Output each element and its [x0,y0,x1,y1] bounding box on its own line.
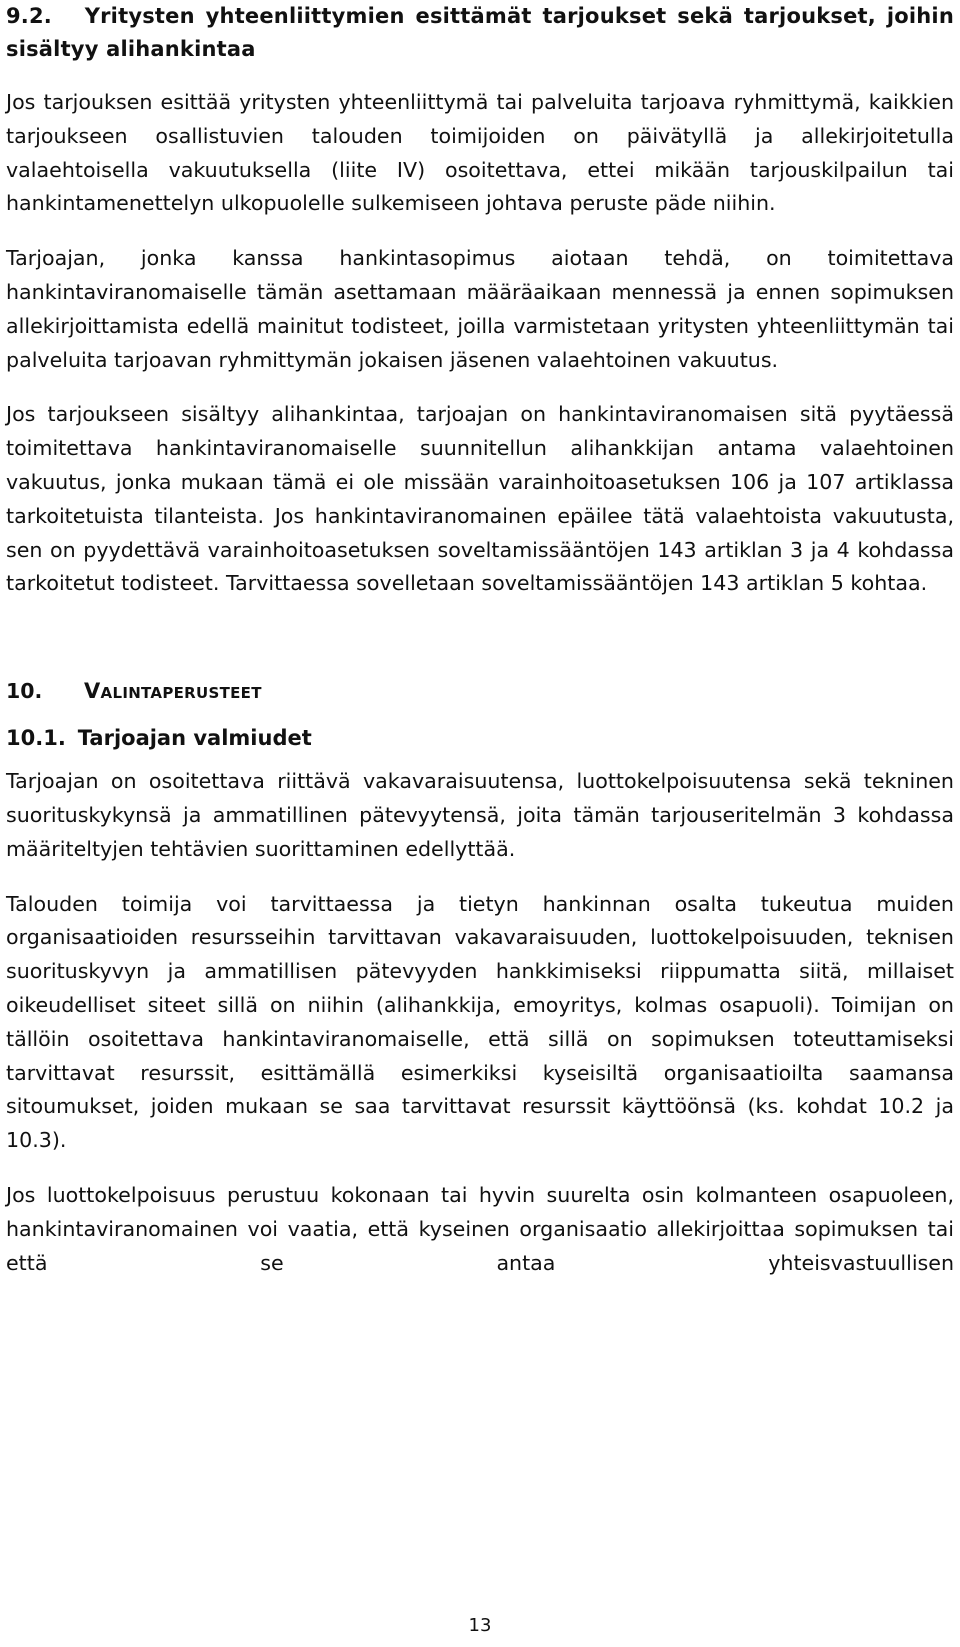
section-number: 10.1. [6,726,66,751]
paragraph: Tarjoajan, jonka kanssa hankintasopimus aiotaan tehdä, on toimitettava hankintaviranomaiselle tämän asettamaan määräaikaan mennessä ja ennen sopimuksen allekirjoittamista edellä mainitut todisteet, joilla varmistetaan yritysten yhteenliittymän tai palveluita tarjoavan ryhmittymän jokaisen jäsenen valaehtoinen vakuutus. [6,246,954,372]
section-title: Valintaperusteet [84,679,262,704]
section-heading-10 [6,675,954,708]
section-number: 9.2. [6,4,52,28]
paragraph: Jos tarjouksen esittää yritysten yhteenliittymä tai palveluita tarjoava ryhmittymä, kaikkien tarjoukseen osallistuvien talouden toimijoiden on päivätyllä ja allekirjoitetulla valaehtoisella vakuutuksella (liite IV) osoitettava, ettei mikään tarjouskilpailun tai hankintamenettelyn ulkopuolelle sulkemiseen johtava peruste päde niihin. [6,90,954,216]
document-page [6,0,954,1280]
section-number: 10. [6,679,43,704]
paragraph: Tarjoajan on osoitettava riittävä vakavaraisuutensa, luottokelpoisuutensa sekä tekninen suorituskykynsä ja ammatillinen pätevyytensä, joita tämän tarjouseritelmän 3 kohdassa määriteltyjen tehtävien suorittaminen edellyttää. [6,769,954,861]
page-number: 13 [468,1615,492,1636]
section-title: Yritysten yhteenliittymien esittämät tarjoukset sekä tarjoukset, joihin sisältyy alihankintaa [6,4,954,61]
paragraph: Jos luottokelpoisuus perustuu kokonaan tai hyvin suurelta osin kolmanteen osapuoleen, hankintaviranomainen voi vaatia, että kyseinen organisaatio allekirjoittaa sopimuksen tai että se antaa yhteisvastuullisen [6,1182,954,1275]
section-title: Tarjoajan valmiudet [77,726,312,751]
paragraph: Talouden toimija voi tarvittaessa ja tietyn hankinnan osalta tukeutua muiden organisaatioiden resursseihin tarvittavan vakavaraisuuden, luottokelpoisuuden, teknisen suorituskyvyn ja ammatillisen pätevyyden hankkimiseksi riippumatta siitä, millaiset oikeudelliset siteet sillä on niihin (alihankkija, emoyritys, kolmas osapuoli). Toimijan on tällöin osoitettava hankintaviranomaiselle, että sillä on sopimuksen toteuttamiseksi tarvittavat resurssit, esittämällä esimerkiksi kyseisiltä organisaatioilta saamansa sitoumukset, joiden mukaan se saa tarvittavat resurssit käyttöönsä (ks. kohdat 10.2 ja 10.3). [6,891,954,1153]
section-heading-9-2 [6,0,954,66]
section-heading-10-1 [6,722,954,755]
paragraph: Jos tarjoukseen sisältyy alihankintaa, tarjoajan on hankintaviranomaisen sitä pyytäessä toimitettava hankintaviranomaiselle suunnitellun alihankkijan antama valaehtoinen vakuutus, jonka mukaan tämä ei ole missään varainhoitoasetuksen 106 ja 107 artiklassa tarkoitetuista tilanteista. Jos hankintaviranomainen epäilee tätä valaehtoista vakuutusta, sen on pyydettävä varainhoitoasetuksen soveltamissääntöjen 143 artiklan 3 ja 4 kohdassa tarkoitetut todisteet. Tarvittaessa sovelletaan soveltamissääntöjen 143 artiklan 5 kohtaa. [6,402,954,596]
